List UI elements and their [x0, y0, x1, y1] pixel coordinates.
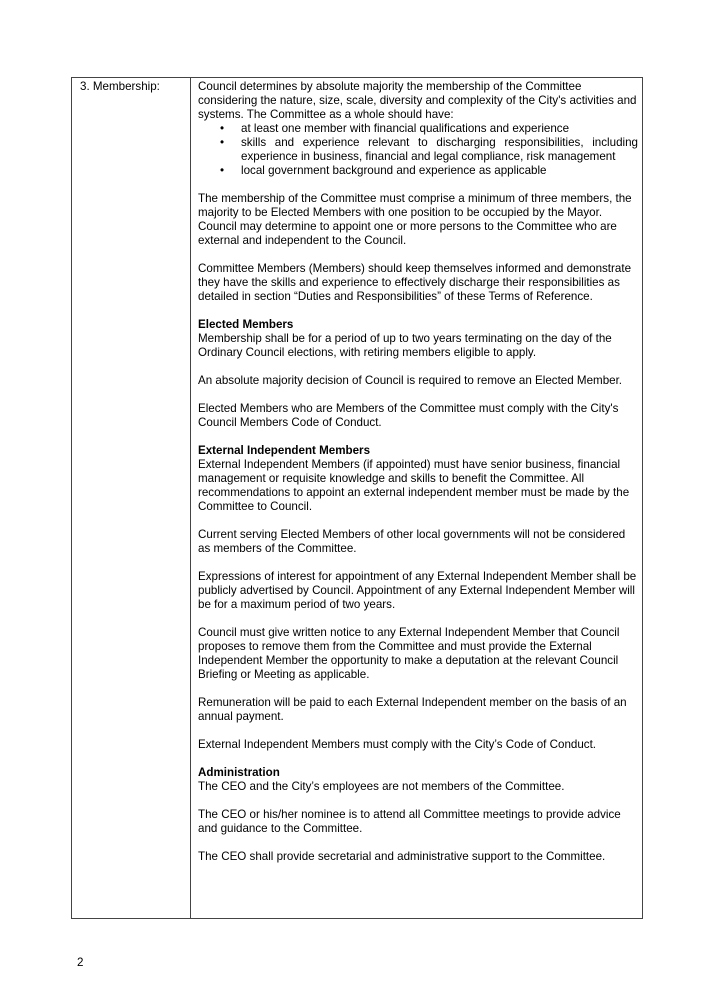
external-removal-paragraph: Council must give written notice to any External Independent Member that Council proposes to remove them from the Committee and must provide the External Independent Member the opportunity to make a deputation at the relevant Council Briefing or Meeting as applicable. — [198, 626, 620, 681]
administration-heading: Administration — [198, 766, 280, 779]
administration-attendance-paragraph: The CEO or his/her nominee is to attend all Committee meetings to provide advice and guidance to the Committee. — [198, 808, 621, 835]
page-number: 2 — [77, 956, 84, 969]
membership-table — [71, 77, 643, 919]
section-content — [198, 80, 638, 864]
external-advertising-paragraph: Expressions of interest for appointment of any External Independent Member shall be publicly advertised by Council. Appointment of any External Independent Member will be for a maximum period of two years. — [198, 570, 637, 611]
administration-membership-paragraph: The CEO and the City’s employees are not members of the Committee. — [198, 780, 565, 793]
external-remuneration-paragraph: Remuneration will be paid to each External Independent member on the basis of an annual payment. — [198, 696, 627, 723]
external-members-heading: External Independent Members — [198, 444, 371, 457]
external-eligibility-paragraph: Current serving Elected Members of other local governments will not be considered as members of the Committee. — [198, 528, 626, 555]
section-label: 3. Membership: — [80, 80, 160, 93]
external-conduct-paragraph: External Independent Members must comply with the City’s Code of Conduct. — [198, 738, 597, 751]
list-item: • local government background and experience as applicable — [198, 164, 638, 178]
qualification-list — [198, 122, 638, 178]
elected-removal-paragraph: An absolute majority decision of Council is required to remove an Elected Member. — [198, 374, 623, 387]
list-item: • skills and experience relevant to discharging responsibilities, including experience in business, financial and legal compliance, risk management — [198, 136, 638, 164]
administration-support-paragraph: The CEO shall provide secretarial and administrative support to the Committee. — [198, 850, 606, 863]
elected-members-heading: Elected Members — [198, 318, 294, 331]
list-item: • at least one member with financial qualifications and experience — [198, 122, 638, 136]
column-divider — [190, 78, 191, 918]
intro-paragraph: Council determines by absolute majority the membership of the Committee considering the nature, size, scale, diversity and complexity of the City's activities and systems. The Committee as a whole should have: — [198, 80, 637, 121]
membership-paragraph: The membership of the Committee must comprise a minimum of three members, the majority to be Elected Members with one position to be occupied by the Mayor. Council may determine to appoint one or more persons to the Committee who are external and independent to the Council. — [198, 192, 632, 247]
elected-conduct-paragraph: Elected Members who are Members of the Committee must comply with the City's Council Members Code of Conduct. — [198, 402, 619, 429]
elected-term-paragraph: Membership shall be for a period of up to two years terminating on the day of the Ordinary Council elections, with retiring members eligible to apply. — [198, 332, 612, 359]
external-qualifications-paragraph: External Independent Members (if appointed) must have senior business, financial management or requisite knowledge and skills to benefit the Committee. All recommendations to appoint an external independent member must be made by the Committee to Council. — [198, 458, 630, 513]
members-informed-paragraph: Committee Members (Members) should keep themselves informed and demonstrate they have the skills and experience to effectively discharge their responsibilities as detailed in section “Duties and Responsibilities” of these Terms of Reference. — [198, 262, 632, 303]
